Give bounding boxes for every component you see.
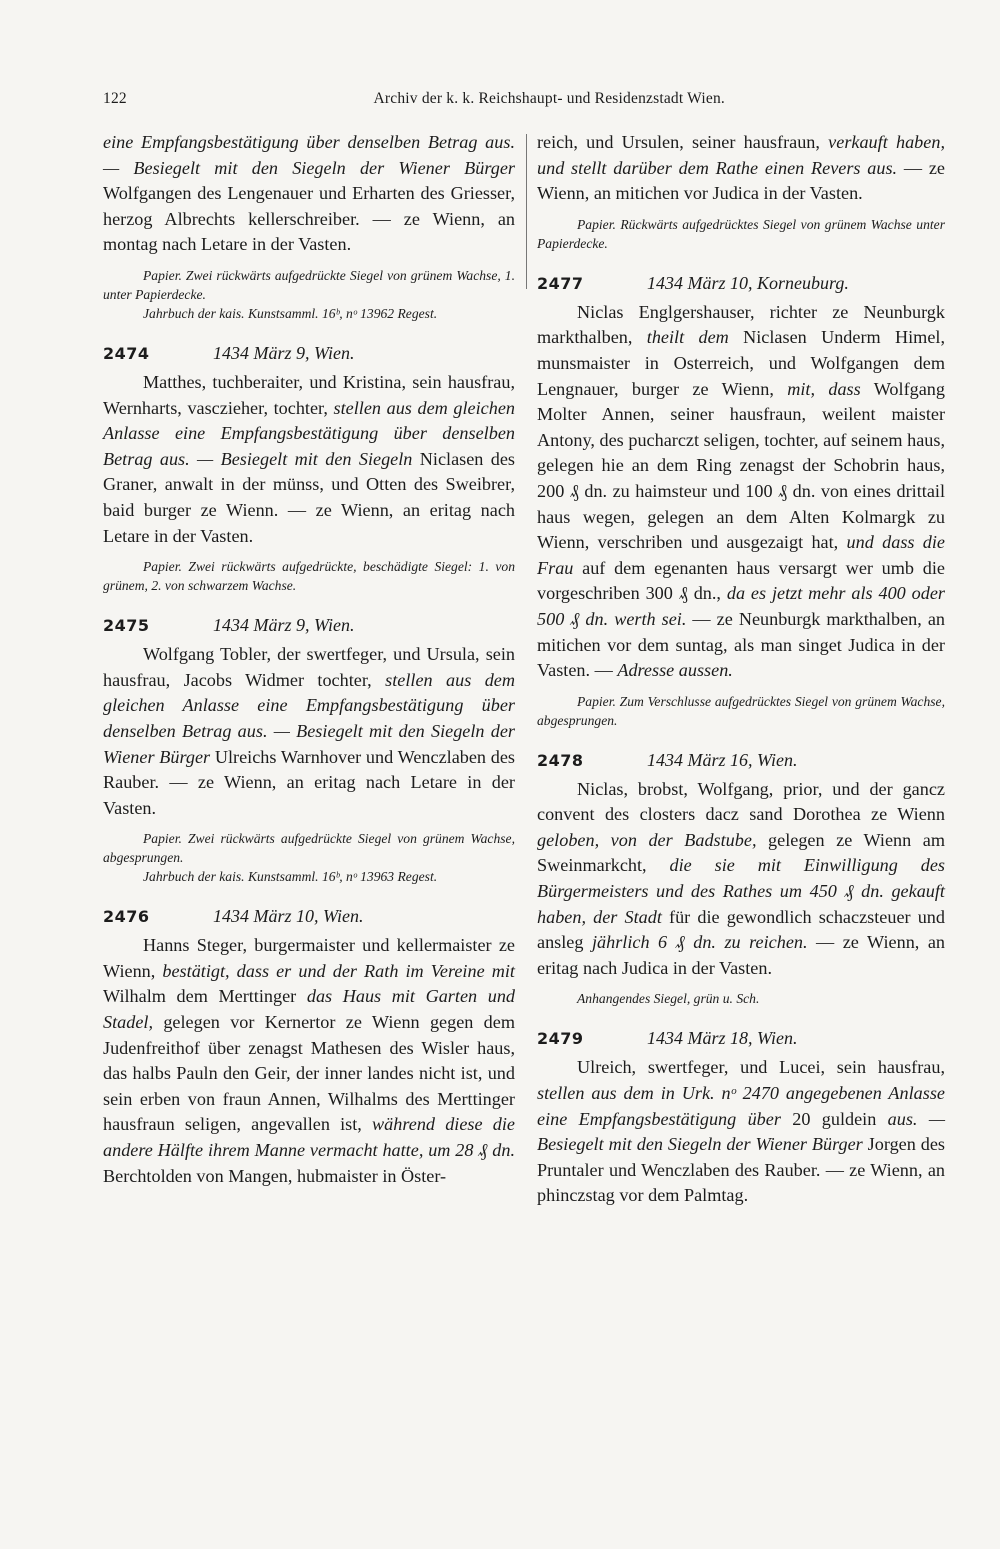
body-text: 20 guldein (780, 1108, 888, 1129)
body-text: Ulreich, swertfeger, und Lucei, sein hausfrau, (577, 1057, 945, 1078)
italic-text: jährlich 6 ₰ dn. zu reichen. (591, 932, 808, 953)
entry-heading (537, 1026, 945, 1051)
body-text: Wolfgangen des Lengenauer und Erharten des Griesser, herzog Albrechts kellerschreiber. — ze Wienn, an montag nach Letare in der Vasten. (103, 183, 515, 255)
archival-note (537, 692, 945, 730)
archival-note (103, 266, 515, 323)
italic-text: die sie mit Einwilligung des Bürgermeisters und des Rathes um 450 ₰ dn. gekauft haben, der Stadt (537, 855, 945, 927)
body-text: reich, und Ursulen, seiner hausfraun, (537, 132, 829, 152)
entry-date: 1434 März 9, Wien. (213, 615, 355, 636)
page-number: 122 (103, 90, 127, 107)
continued-entry-text (103, 130, 515, 258)
page-header (103, 90, 933, 114)
entry-date: 1434 März 16, Wien. (647, 749, 798, 770)
italic-text: mit, dass (787, 378, 861, 399)
italic-text: verkauft haben, und stellt darüber dem Rathe einen Revers aus. (537, 132, 945, 178)
italic-text: während diese die andere Hälfte ihrem Manne vermacht hatte, um 28 ₰ dn. (103, 1114, 515, 1161)
body-text: Niclasen des Graner, anwalt in der münss, und Otten des Sweibrer, baid burger ze Wienn. — ze Wienn, an eritag nach Letare in der Vasten. (103, 448, 515, 546)
entry-heading (103, 613, 515, 638)
body-text: Ulreichs Warnhover und Wenczlaben des Rauber. — ze Wienn, an eritag nach Letare in der Vasten. (103, 746, 515, 818)
archival-note (537, 215, 945, 253)
body-text: Wolfgang Tobler, der swertfeger, und Ursula, sein hausfrau, Jacobs Widmer tochter, (103, 644, 515, 690)
note-line: Papier. Rückwärts aufgedrücktes Siegel von grünem Wachse unter Papierdecke. (537, 216, 945, 251)
body-text: Jorgen des Pruntaler und Wenczlaben des Rauber. — ze Wienn, an phinczstag vor dem Palmtag. (537, 1134, 945, 1206)
note-line: Jahrbuch der kais. Kunstsamml. 16ᵇ, nᵒ 13963 Regest. (143, 869, 438, 885)
italic-text: stellen aus dem gleichen Anlasse eine Empfangsbestätigung über denselben Betrag aus. — Besiegelt mit den Siegeln (103, 397, 515, 469)
body-text: — ze Wienn, an mitichen vor Judica in der Vasten. (537, 157, 945, 204)
entry-date: 1434 März 18, Wien. (647, 1028, 798, 1049)
note-line: Anhangendes Siegel, grün u. Sch. (577, 991, 760, 1007)
entry-text (103, 642, 515, 821)
entry-text (537, 777, 945, 982)
body-text: für die gewondlich schaczsteuer und ansleg (537, 906, 945, 953)
italic-text: theilt dem (646, 327, 729, 348)
italic-text: stellen aus dem gleichen Anlasse eine Empfangsbestätigung über denselben Betrag aus. — Besiegelt mit den Siegeln der Wiener Bürger (103, 669, 516, 767)
entry-number: 2479 (537, 1029, 584, 1049)
entry-text (537, 300, 945, 684)
italic-text: das Haus mit Garten und Stadel, (103, 986, 516, 1033)
entry-text (537, 1055, 945, 1209)
italic-text: Adresse aussen. (617, 660, 733, 681)
italic-text: da es jetzt mehr als 400 oder 500 ₰ dn. werth sei. (537, 583, 945, 629)
body-text: Niclasen Underm Himel, munsmaister in Osterreich, und Wolfgangen dem Lengnauer, burger ze Wienn, (537, 327, 946, 399)
right-column (537, 130, 945, 1209)
note-line: Papier. Zwei rückwärts aufgedrückte, beschädigte Siegel: 1. von grünem, 2. von schwarzem Wachse. (103, 559, 515, 594)
note-line: Papier. Zum Verschlusse aufgedrücktes Siegel von grünem Wachse, abgesprungen. (537, 693, 945, 728)
archival-note (537, 989, 945, 1008)
entry-date: 1434 März 10, Korneuburg. (647, 272, 849, 293)
body-text: gelegen ze Wienn am Sweinmarkcht, (537, 829, 946, 876)
entry-date: 1434 März 9, Wien. (213, 342, 355, 363)
italic-text: eine Empfangsbestätigung über denselben Betrag aus. — Besiegelt mit den Siegeln der Wiener Bürger (103, 132, 515, 178)
entry-number: 2478 (537, 750, 584, 770)
body-text: Matthes, tuchberaiter, und Kristina, sein hausfrau, Wernharts, vasczieher, tochter, (103, 371, 515, 418)
entry-text (103, 370, 515, 549)
entry-text (103, 933, 515, 1189)
body-text: Wilhalm dem Merttinger (103, 986, 307, 1007)
entry-heading (537, 271, 945, 296)
italic-text: bestätigt, dass er und der Rath im Vereine mit (162, 960, 515, 981)
italic-text: stellen aus dem in Urk. nᵒ 2470 angegebenen Anlasse eine Empfangsbestätigung über (537, 1083, 945, 1129)
entry-heading (537, 748, 945, 773)
entry-date: 1434 März 10, Wien. (213, 906, 364, 927)
continued-entry-text (537, 130, 945, 207)
note-line: Papier. Zwei rückwärts aufgedrückte Siegel von grünem Wachse, 1. unter Papierdecke. (103, 267, 515, 302)
entry-number: 2475 (103, 616, 150, 636)
note-line: Jahrbuch der kais. Kunstsamml. 16ᵇ, nᵒ 13962 Regest. (143, 305, 438, 321)
body-text: Wolfgang Molter Annen, seiner hausfraun, weilent maister Antony, des pucharczt seligen, tochter, auf seinem haus, gelegen hie an dem Ring zenagst der Schobrin haus, 200 ₰ dn. zu haimsteur und 100 ₰ dn. von eines drittail haus wegen, gelegen an dem Alten Kolmargk zu Wienn, verschriben und ausgezaigt hat, (537, 378, 945, 553)
body-text: Berchtolden von Mangen, hubmaister in Öster- (103, 1165, 447, 1186)
column-divider (526, 134, 527, 289)
entry-heading (103, 904, 515, 929)
left-column (103, 130, 515, 1189)
body-text: — ze Neunburgk markthalben, an mitichen vor dem suntag, als man singet Judica in der Vasten. — (537, 608, 945, 681)
body-text: auf dem egenanten haus versargt wer umb die vorgeschriben 300 ₰ dn., (537, 557, 945, 604)
italic-text: geloben, von der Badstube, (537, 829, 757, 850)
entry-heading (103, 341, 515, 366)
entry-number: 2476 (103, 907, 150, 927)
note-line: Papier. Zwei rückwärts aufgedrückte Siegel von grünem Wachse, abgesprungen. (103, 831, 515, 866)
archival-note (103, 557, 515, 595)
body-text: Niclas Englgershauser, richter ze Neunburgk markthalben, (537, 301, 945, 348)
body-text: — ze Wienn, an eritag nach Judica in der Vasten. (537, 932, 946, 978)
running-title: Archiv der k. k. Reichshaupt- und Residenzstadt Wien. (373, 90, 725, 107)
entry-number: 2474 (103, 343, 150, 363)
body-text: Niclas, brobst, Wolfgang, prior, und der gancz convent des closters dacz sand Dorothea ze Wienn (537, 778, 945, 825)
archival-note (103, 829, 515, 886)
italic-text: und dass die Frau (537, 532, 946, 578)
body-text: Hanns Steger, burgermaister und kellermaister ze Wienn, (103, 935, 515, 981)
italic-text: aus. — Besiegelt mit den Siegeln der Wiener Bürger (537, 1108, 945, 1155)
entry-number: 2477 (537, 273, 584, 293)
body-text: gelegen vor Kernertor ze Wienn gegen dem Judenfreithof über zenagst Mathesen des Wisler haus, das halbs Pauln den Geir, der inner landes nicht ist, und sein erben von fraun Annen, Wilhalms des Merttinger hausfraun seligen, angevallen ist, (103, 1012, 515, 1135)
